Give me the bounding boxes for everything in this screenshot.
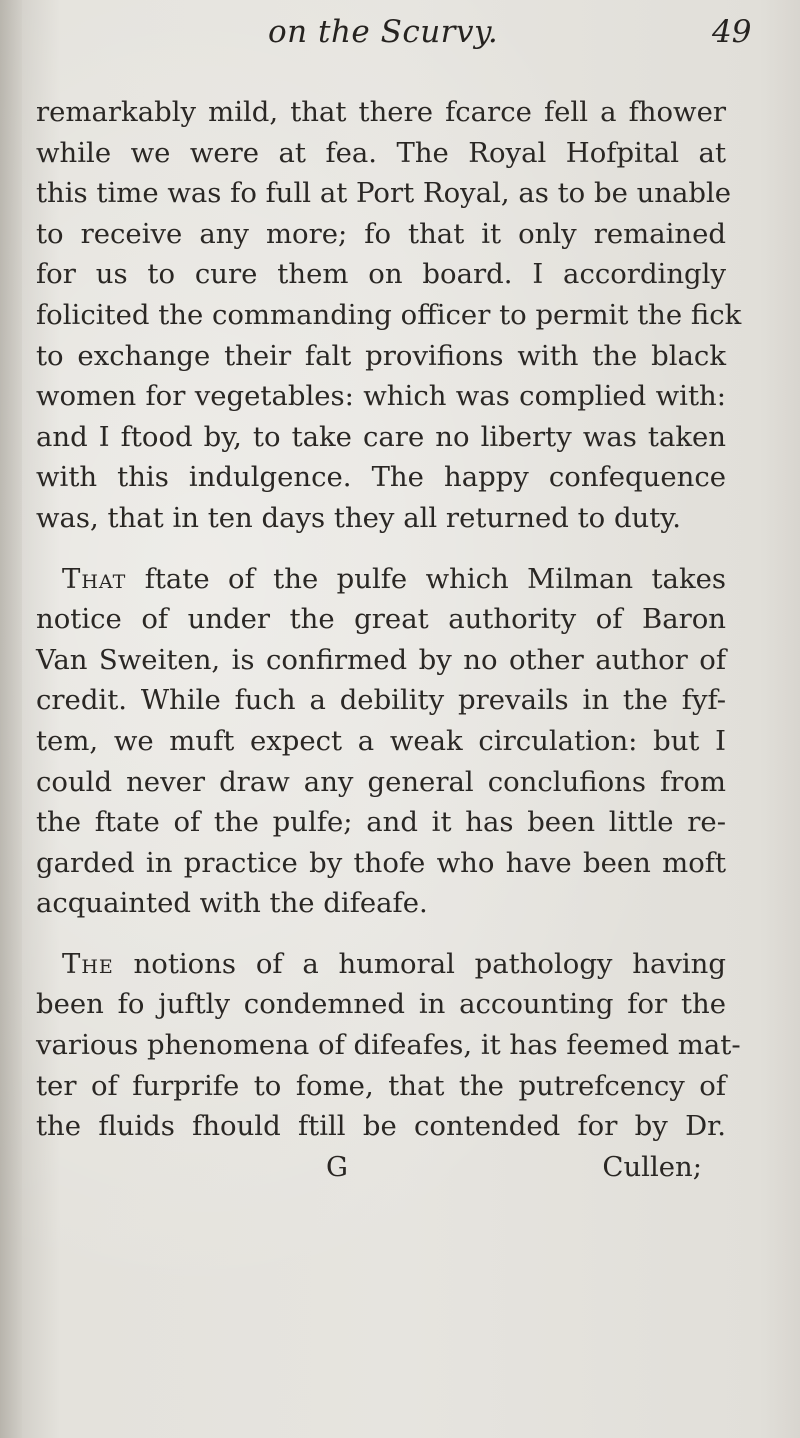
text-line: remarkably mild, that there fcarce fell a fhower: [36, 96, 726, 128]
text-line: ter of furprife to fome, that the putrefcency of: [36, 1069, 726, 1102]
text-line: folicited the commanding officer to permit the fick: [36, 298, 742, 331]
text-line: tem, we muft expect a weak circulation: but I: [36, 724, 726, 757]
text-line: [36, 944, 726, 985]
text-line: been fo juftly condemned in accounting for the: [36, 988, 726, 1021]
text-line: [36, 559, 726, 600]
text-line: Van Sweiten, is confirmed by no other author of: [36, 643, 726, 676]
page-header: [0, 10, 800, 60]
text-line: for us to cure them on board. I accordingly: [36, 258, 726, 291]
text-line: women for vegetables: which was complied with:: [36, 380, 726, 413]
body-text: [36, 92, 742, 1187]
text-line-rest: ftate of the pulfe which Milman takes: [126, 562, 726, 595]
text-line: with this indulgence. The happy confequence: [36, 461, 726, 494]
text-line: this time was fo full at Port Royal, as to be unable: [36, 177, 732, 210]
signature-mark: G: [326, 1150, 348, 1183]
text-line: and I ftood by, to take care no liberty was taken: [36, 420, 726, 453]
text-line: while we were at fea. The Royal Hofpital at: [36, 136, 726, 169]
running-title: on the Scurvy.: [268, 14, 499, 50]
text-line: various phenomena of difeafes, it has feemed mat-: [36, 1029, 741, 1062]
paragraph-initial-word: That: [62, 562, 127, 595]
text-line-rest: notions of a humoral pathology having: [113, 947, 726, 980]
text-line: the fluids fhould ftill be contended for by Dr.: [36, 1110, 726, 1143]
paragraph-initial-word: The: [62, 947, 114, 980]
page-footer: [36, 1147, 726, 1188]
binding-gutter-shadow: [0, 0, 22, 1438]
catchword: Cullen;: [602, 1150, 702, 1183]
text-line: acquainted with the difeafe.: [36, 887, 428, 920]
text-line: to receive any more; fo that it only remained: [36, 217, 726, 250]
text-line: to exchange their falt provifions with the black: [36, 339, 726, 372]
page-number: 49: [712, 14, 752, 50]
text-line: could never draw any general conclufions from: [36, 765, 726, 798]
text-line: the ftate of the pulfe; and it has been little re-: [36, 806, 726, 839]
text-line: garded in practice by thofe who have been moft: [36, 846, 726, 879]
text-line: credit. While fuch a debility prevails in the fyf-: [36, 684, 726, 717]
text-line: notice of under the great authority of Baron: [36, 603, 726, 636]
text-line: was, that in ten days they all returned to duty.: [36, 501, 681, 534]
